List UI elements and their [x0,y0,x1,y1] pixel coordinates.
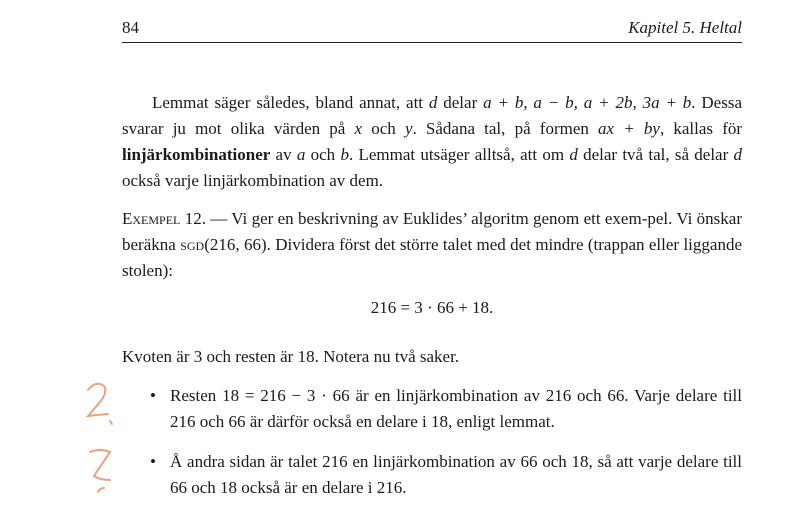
bullet-item [150,383,742,435]
paragraph-example: Exempel 12. — Vi ger en beskrivning av Euklides’ algoritm genom ett exem-pel. Vi önskar beräkna sgd(216, 66). Dividera först det större talet med det mindre (trappan eller liggande stolen): [122,209,742,280]
bullet-text: Resten 18 = 216 − 3 · 66 är en linjärkombination av 216 och 66. Varje delare till 216 och 66 är därför också en delare i 18, enligt lemmat. [170,386,742,431]
bullet-item [150,449,742,501]
term-linjarkombinationer: linjärkombinationer [122,145,271,164]
paragraph-lemma: Lemmat säger således, bland annat, att d delar a + b, a − b, a + 2b, 3a + b. Dessa svarar ju mot olika värden på x och y. Sådana tal, på formen ax + by, kallas för linjärkombinationer av a och b. Lemmat utsäger alltså, att om d delar två tal, så delar d också varje linjärkombination av dem. [122,93,743,190]
header-rule [122,42,742,43]
handwritten-mark-2 [86,446,126,496]
page-number: 84 [122,18,139,37]
example-label: Exempel 12. [122,209,206,228]
bullet-marker: • [150,452,156,471]
paragraph-quotient: Kvoten är 3 och resten är 18. Notera nu två saker. [122,347,460,366]
bullet-text: Å andra sidan är talet 216 en linjärkombination av 66 och 18, så att varje delare till 66 och 18 också är en delare i 216. [170,452,742,497]
running-header [122,18,742,40]
handwritten-mark-1 [82,380,122,426]
equation: 216 = 3 · 66 + 18. [370,298,494,317]
chapter-title: Kapitel 5. Heltal [628,18,742,37]
bullet-marker: • [150,386,156,405]
